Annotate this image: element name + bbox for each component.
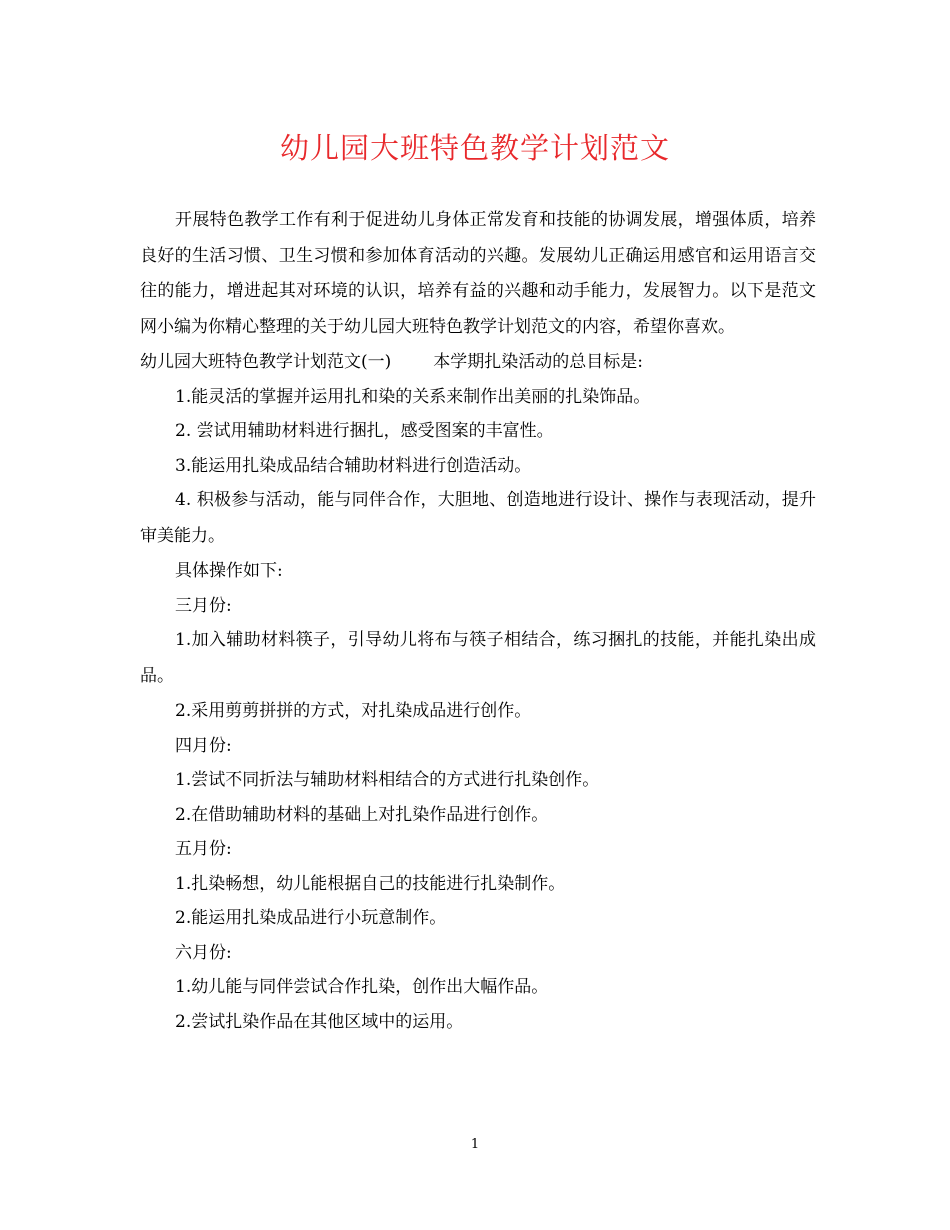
month-heading: 四月份: bbox=[175, 735, 232, 756]
section-goal: 本学期扎染活动的总目标是: bbox=[433, 352, 643, 372]
page-number: 1 bbox=[470, 1137, 480, 1152]
month-heading: 五月份: bbox=[175, 839, 232, 859]
month-item: 2.尝试扎染作品在其他区域中的运用。 bbox=[175, 1011, 464, 1032]
section-gap bbox=[391, 345, 433, 380]
month-item: 1.加入辅助材料筷子，引导幼儿将布与筷子相结合，练习捆扎的技能，并能扎染出成品。 bbox=[140, 630, 816, 686]
goal-item: 4. 积极参与活动，能与同伴合作，大胆地、创造地进行设计、操作与表现活动，提升审美能力。 bbox=[140, 490, 816, 546]
month-item: 2.采用剪剪拼拼的方式，对扎染成品进行创作。 bbox=[175, 701, 532, 721]
month-heading: 三月份: bbox=[175, 595, 232, 616]
month-item: 2.在借助辅助材料的基础上对扎染作品进行创作。 bbox=[175, 804, 549, 825]
month-item: 2.能运用扎染成品进行小玩意制作。 bbox=[175, 908, 447, 928]
section-heading-line bbox=[140, 345, 816, 380]
goal-item: 3.能运用扎染成品结合辅助材料进行创造活动。 bbox=[175, 455, 532, 476]
month-item: 1.扎染畅想，幼儿能根据自己的技能进行扎染制作。 bbox=[175, 873, 566, 894]
document-body bbox=[140, 203, 816, 1039]
goal-item: 1.能灵活的掌握并运用扎和染的关系来制作出美丽的扎染饰品。 bbox=[175, 386, 651, 407]
section-title: 幼儿园大班特色教学计划范文(一) bbox=[140, 352, 392, 372]
goal-item: 2. 尝试用辅助材料进行捆扎，感受图案的丰富性。 bbox=[175, 421, 554, 441]
month-heading: 六月份: bbox=[175, 942, 232, 963]
intro-paragraph: 开展特色教学工作有利于促进幼儿身体正常发育和技能的协调发展，增强体质，培养良好的生活习惯、卫生习惯和参加体育活动的兴趣。发展幼儿正确运用感官和运用语言交往的能力，增进起其对环境的认识，培养有益的兴趣和动手能力，发展智力。以下是范文网小编为你精心整理的关于幼儿园大班特色教学计划范文的内容，希望你喜欢。 bbox=[140, 210, 816, 337]
month-item: 1.尝试不同折法与辅助材料相结合的方式进行扎染创作。 bbox=[175, 770, 600, 790]
month-item: 1.幼儿能与同伴尝试合作扎染，创作出大幅作品。 bbox=[175, 977, 549, 997]
operations-heading: 具体操作如下: bbox=[175, 561, 283, 581]
document-title: 幼儿园大班特色教学计划范文 bbox=[279, 131, 670, 165]
